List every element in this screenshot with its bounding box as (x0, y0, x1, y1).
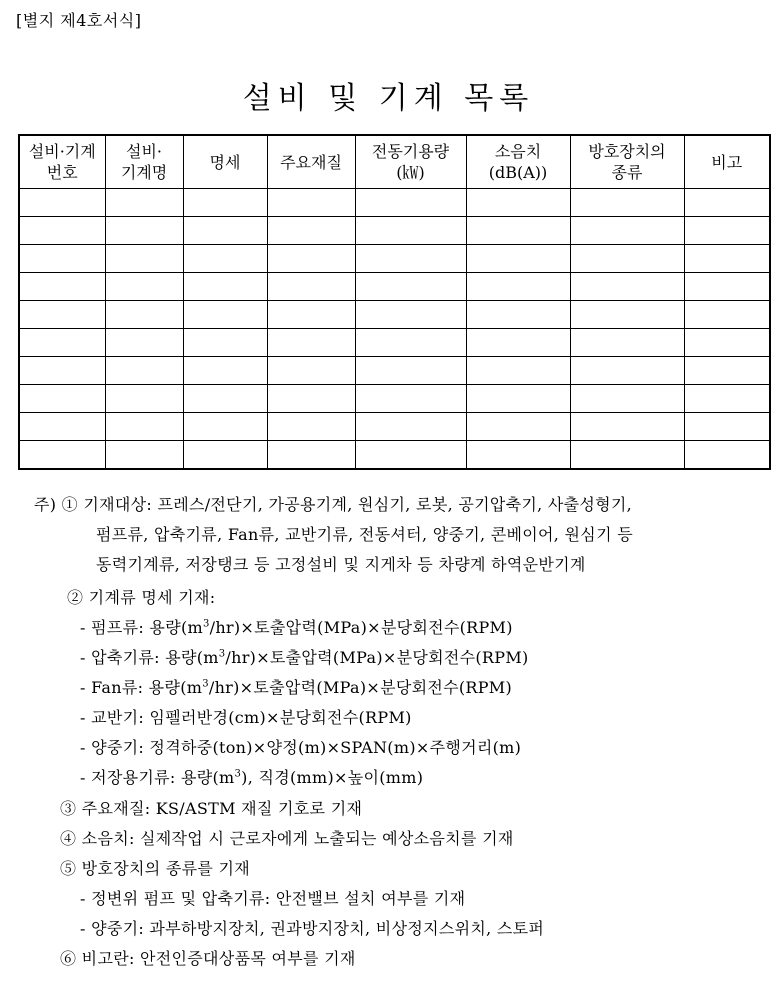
table-cell[interactable] (267, 413, 355, 441)
table-cell[interactable] (267, 357, 355, 385)
table-cell[interactable] (267, 245, 355, 273)
table-cell[interactable] (466, 329, 570, 357)
form-label: [별지 제4호서식] (16, 11, 142, 30)
table-cell[interactable] (684, 189, 770, 217)
table-row (19, 385, 770, 413)
table-cell[interactable] (19, 441, 105, 470)
table-row (19, 413, 770, 441)
table-cell[interactable] (267, 329, 355, 357)
table-cell[interactable] (183, 357, 267, 385)
table-cell[interactable] (183, 413, 267, 441)
table-cell[interactable] (570, 441, 684, 470)
table-cell[interactable] (183, 301, 267, 329)
table-cell[interactable] (183, 441, 267, 470)
table-cell[interactable] (267, 217, 355, 245)
table-cell[interactable] (19, 385, 105, 413)
table-cell[interactable] (183, 329, 267, 357)
table-cell[interactable] (684, 217, 770, 245)
note-4: ④ 소음치: 실제작업 시 근로자에게 노출되는 예상소음치를 기재 (60, 829, 514, 848)
table-row (19, 441, 770, 470)
table-cell[interactable] (105, 385, 183, 413)
table-cell[interactable] (355, 189, 466, 217)
table-cell[interactable] (19, 357, 105, 385)
table-cell[interactable] (570, 189, 684, 217)
table-cell[interactable] (466, 301, 570, 329)
table-cell[interactable] (183, 217, 267, 245)
table-cell[interactable] (105, 357, 183, 385)
header-equipment-name: 설비· 기계명 (105, 135, 183, 189)
table-cell[interactable] (267, 301, 355, 329)
table-cell[interactable] (19, 245, 105, 273)
table-cell[interactable] (466, 245, 570, 273)
table-cell[interactable] (355, 217, 466, 245)
table-cell[interactable] (570, 245, 684, 273)
table-cell[interactable] (684, 273, 770, 301)
table-cell[interactable] (267, 189, 355, 217)
table-cell[interactable] (19, 273, 105, 301)
table-cell[interactable] (19, 189, 105, 217)
equipment-table (18, 134, 771, 470)
table-cell[interactable] (684, 245, 770, 273)
table-cell[interactable] (183, 245, 267, 273)
table-body (19, 189, 770, 470)
note-2-fan: - Fan류: 용량$(m^3/hr)\times$토출압력(MPa)×분당회전수(RPM) (80, 678, 513, 697)
table-cell[interactable] (355, 385, 466, 413)
header-motor-capacity: 전동기용량 (㎾) (355, 135, 466, 189)
table-cell[interactable] (183, 189, 267, 217)
table-cell[interactable] (105, 189, 183, 217)
table-cell[interactable] (684, 441, 770, 470)
header-noise-level: 소음치 (dB(A)) (466, 135, 570, 189)
table-row (19, 245, 770, 273)
table-cell[interactable] (355, 441, 466, 470)
table-cell[interactable] (684, 329, 770, 357)
table-cell[interactable] (267, 441, 355, 470)
note-2-agitator: - 교반기: 임펠러반경(cm)×분당회전수(RPM) (80, 708, 412, 727)
table-cell[interactable] (105, 245, 183, 273)
table-cell[interactable] (355, 329, 466, 357)
table-cell[interactable] (267, 273, 355, 301)
table-cell[interactable] (355, 413, 466, 441)
table-cell[interactable] (355, 245, 466, 273)
table-cell[interactable] (684, 413, 770, 441)
table-cell[interactable] (570, 273, 684, 301)
table-cell[interactable] (570, 385, 684, 413)
table-row (19, 189, 770, 217)
header-equipment-number: 설비·기계 번호 (19, 135, 105, 189)
table-cell[interactable] (355, 301, 466, 329)
note-2-hoist: - 양중기: 정격하중(ton)×양정(m)×SPAN(m)×주행거리(m) (80, 738, 522, 757)
note-2-pump: - 펌프류: 용량$(m^3/hr)\times$토출압력(MPa)×분당회전수(RPM) (80, 618, 513, 637)
note-1-line-3: 동력기계류, 저장탱크 등 고정설비 및 지게차 등 차량계 하역운반기계 (96, 555, 586, 574)
header-remarks: 비고 (684, 135, 770, 189)
header-material: 주요재질 (267, 135, 355, 189)
table-cell[interactable] (355, 357, 466, 385)
header-safety-device: 방호장치의 종류 (570, 135, 684, 189)
table-cell[interactable] (570, 301, 684, 329)
table-cell[interactable] (570, 329, 684, 357)
table-cell[interactable] (105, 441, 183, 470)
table-cell[interactable] (267, 385, 355, 413)
table-row (19, 329, 770, 357)
note-2-storage: - 저장용기류: 용량$(m^3)$, 직경(mm)×높이(mm) (80, 768, 424, 787)
table-cell[interactable] (684, 385, 770, 413)
note-6: ⑥ 비고란: 안전인증대상품목 여부를 기재 (60, 949, 356, 968)
table-cell[interactable] (19, 413, 105, 441)
table-cell[interactable] (466, 413, 570, 441)
table-header-row (19, 135, 770, 189)
table-cell[interactable] (19, 217, 105, 245)
table-cell[interactable] (183, 273, 267, 301)
table-cell[interactable] (684, 301, 770, 329)
table-cell[interactable] (105, 329, 183, 357)
table-cell[interactable] (684, 357, 770, 385)
table-cell[interactable] (466, 441, 570, 470)
table-cell[interactable] (355, 273, 466, 301)
table-cell[interactable] (466, 385, 570, 413)
table-cell[interactable] (19, 301, 105, 329)
table-cell[interactable] (466, 357, 570, 385)
header-specification: 명세 (183, 135, 267, 189)
table-cell[interactable] (570, 413, 684, 441)
table-row (19, 301, 770, 329)
table-cell[interactable] (570, 357, 684, 385)
table-row (19, 357, 770, 385)
table-cell[interactable] (19, 329, 105, 357)
note-1-line-2: 펌프류, 압축기류, Fan류, 교반기류, 전동셔터, 양중기, 콘베이어, 원심기 등 (96, 525, 633, 544)
note-5-pump: - 정변위 펌프 및 압축기류: 안전밸브 설치 여부를 기재 (80, 889, 466, 908)
table-cell[interactable] (105, 217, 183, 245)
table-cell[interactable] (466, 273, 570, 301)
table-cell[interactable] (570, 217, 684, 245)
table-cell[interactable] (105, 413, 183, 441)
note-5-hoist: - 양중기: 과부하방지장치, 권과방지장치, 비상정지스위치, 스토퍼 (80, 919, 545, 938)
table-cell[interactable] (466, 189, 570, 217)
note-2: ② 기계류 명세 기재: (67, 588, 216, 607)
note-1-line-1: 주) ① 기재대상: 프레스/전단기, 가공용기계, 원심기, 로봇, 공기압축기, 사출성형기, (34, 495, 633, 514)
table-cell[interactable] (105, 273, 183, 301)
document-title: 설비 및 기계 목록 (242, 81, 535, 116)
table-row (19, 217, 770, 245)
note-3: ③ 주요재질: KS/ASTM 재질 기호로 기재 (60, 799, 363, 818)
table-cell[interactable] (466, 217, 570, 245)
note-2-compressor: - 압축기류: 용량$(m^3/hr)\times$토출압력(MPa)×분당회전수(RPM) (80, 648, 529, 667)
table-cell[interactable] (105, 301, 183, 329)
note-5: ⑤ 방호장치의 종류를 기재 (60, 859, 251, 878)
table-cell[interactable] (183, 385, 267, 413)
table-row (19, 273, 770, 301)
